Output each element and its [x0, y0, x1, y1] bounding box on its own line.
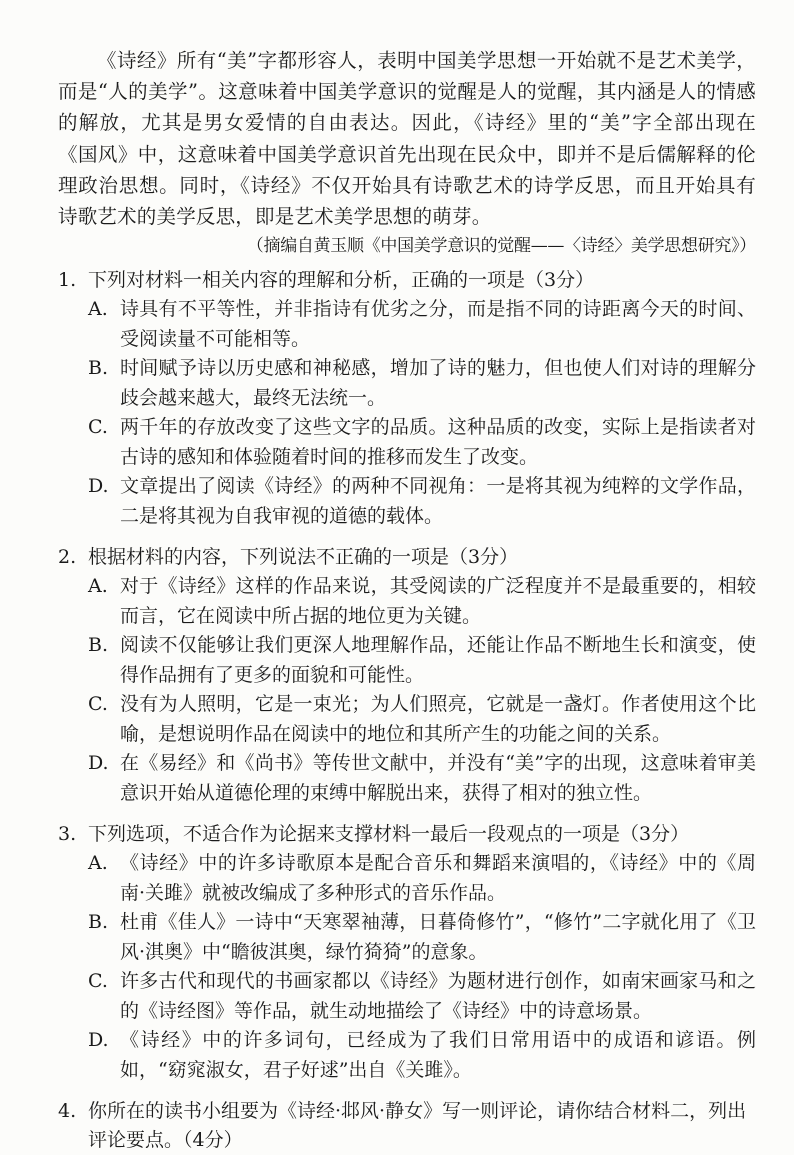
option-text: 诗具有不平等性，并非指诗有优劣之分，而是指不同的诗距离今天的时间、受阅读量不可能相等。	[120, 298, 756, 350]
option-a	[58, 572, 756, 631]
question-number: 2.	[58, 546, 77, 569]
question-4	[58, 1097, 756, 1155]
option-text: 文章提出了阅读《诗经》的两种不同视角：一是将其视为纯粹的文学作品，二是将其视为自我审视的道德的载体。	[120, 475, 756, 527]
passage-source: （摘编自黄玉顺《中国美学意识的觉醒——〈诗经〉美学思想研究》）	[246, 236, 756, 257]
option-letter: D.	[88, 475, 109, 498]
question-3	[58, 820, 756, 1085]
reading-passage	[58, 0, 756, 260]
option-text: 对于《诗经》这样的作品来说，其受阅读的广泛程度并不是最重要的，相较而言，它在阅读中所占据的地位更为关键。	[120, 575, 756, 627]
option-b	[58, 354, 756, 413]
option-letter: A.	[88, 852, 108, 875]
option-c	[58, 413, 756, 472]
option-letter: D.	[88, 752, 109, 775]
option-text: 没有为人照明，它是一束光；为人们照亮，它就是一盏灯。作者使用这个比喻，是想说明作品在阅读中的地位和其所产生的功能之间的关系。	[120, 693, 756, 745]
question-number: 4.	[58, 1100, 77, 1123]
question-stem	[58, 266, 756, 295]
question-2	[58, 543, 756, 808]
option-c	[58, 690, 756, 749]
question-text: 下列对材料一相关内容的理解和分析，正确的一项是（3分）	[88, 269, 595, 292]
question-number: 3.	[58, 823, 77, 846]
option-b	[58, 631, 756, 690]
option-text: 杜甫《佳人》一诗中“天寒翠袖薄，日暮倚修竹”，“修竹”二字就化用了《卫风·淇奥》中“瞻彼淇奥，绿竹猗猗”的意象。	[120, 911, 756, 963]
question-1	[58, 266, 756, 531]
option-text: 许多古代和现代的书画家都以《诗经》为题材进行创作，如南宋画家马和之的《诗经图》等作品，就生动地描绘了《诗经》中的诗意场景。	[120, 970, 756, 1022]
option-a	[58, 849, 756, 908]
option-text: 《诗经》中的许多诗歌原本是配合音乐和舞蹈来演唱的，《诗经》中的《周南·关雎》就被改编成了多种形式的音乐作品。	[120, 852, 756, 904]
option-d	[58, 749, 756, 808]
option-letter: B.	[88, 634, 109, 657]
option-letter: A.	[88, 575, 108, 598]
option-text: 阅读不仅能够让我们更深人地理解作品，还能让作品不断地生长和演变，使得作品拥有了更多的面貌和可能性。	[120, 634, 756, 686]
option-letter: B.	[88, 357, 109, 380]
option-letter: A.	[88, 298, 108, 321]
option-letter: C.	[88, 970, 108, 993]
option-letter: C.	[88, 693, 108, 716]
question-number: 1.	[58, 269, 77, 292]
question-list	[58, 266, 756, 1155]
option-d	[58, 472, 756, 531]
passage-paragraph: 《诗经》所有“美”字都形容人，表明中国美学思想一开始就不是艺术美学，而是“人的美学”。这意味着中国美学意识的觉醒是人的觉醒，其内涵是人的情感的解放，尤其是男女爱情的自由表达。因此，《诗经》里的“美”字全部出现在《国风》中，这意味着中国美学意识首先出现在民众中，即并不是后儒解释的伦理政治思想。同时，《诗经》不仅开始具有诗歌艺术的诗学反思，而且开始具有诗歌艺术的美学反思，即是艺术美学思想的萌芽。	[58, 49, 756, 229]
question-stem	[58, 1097, 756, 1155]
question-text: 下列选项，不适合作为论据来支撑材料一最后一段观点的一项是（3分）	[88, 823, 690, 846]
question-text: 你所在的读书小组要为《诗经·邶风·静女》写一则评论，请你结合材料二，列出评论要点。（4分）	[88, 1100, 747, 1152]
option-b	[58, 908, 756, 967]
option-c	[58, 967, 756, 1026]
question-stem	[58, 543, 756, 572]
option-text: 两千年的存放改变了这些文字的品质。这种品质的改变，实际上是指读者对古诗的感知和体验随着时间的推移而发生了改变。	[120, 416, 756, 468]
option-text: 在《易经》和《尚书》等传世文献中，并没有“美”字的出现，这意味着审美意识开始从道德伦理的束缚中解脱出来，获得了相对的独立性。	[120, 752, 756, 804]
option-text: 时间赋予诗以历史感和神秘感，增加了诗的魅力，但也使人们对诗的理解分歧会越来越大，最终无法统一。	[120, 357, 756, 409]
option-d	[58, 1026, 756, 1085]
option-letter: D.	[88, 1029, 109, 1052]
option-letter: B.	[88, 911, 109, 934]
option-a	[58, 295, 756, 354]
option-letter: C.	[88, 416, 108, 439]
question-stem	[58, 820, 756, 849]
question-text: 根据材料的内容，下列说法不正确的一项是（3分）	[88, 546, 519, 569]
option-text: 《诗经》中的许多词句，已经成为了我们日常用语中的成语和谚语。例如，“窈窕淑女，君子好逑”出自《关雎》。	[120, 1029, 756, 1081]
